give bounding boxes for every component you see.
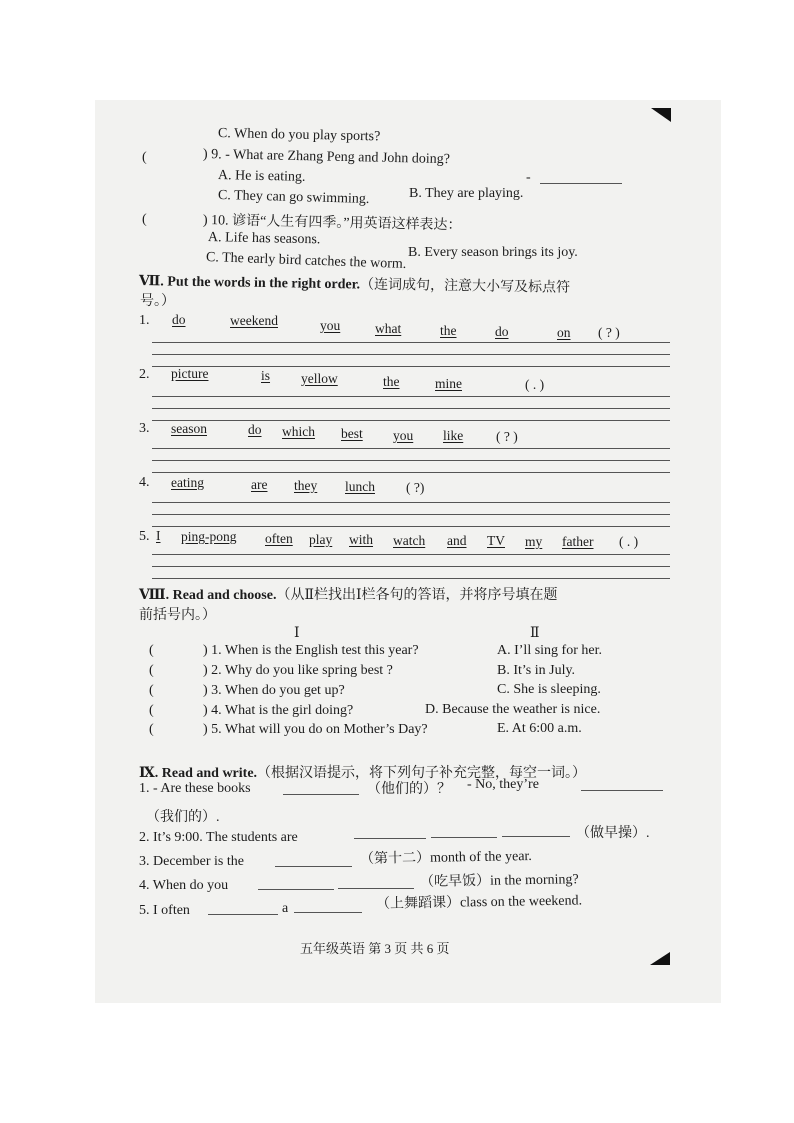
answer-line[interactable]	[152, 472, 670, 473]
s1-blank-2[interactable]	[581, 790, 663, 791]
order-word: and	[447, 533, 467, 548]
s5-text-b: a	[282, 901, 289, 916]
answer-line[interactable]	[152, 408, 670, 409]
order-word: what	[375, 321, 402, 336]
s1-hint-2: （我们的）.	[146, 810, 220, 825]
section-7-title: Ⅶ. Put the words in the right order.	[138, 274, 361, 293]
corner-marker-top	[651, 108, 671, 122]
order-item-number: 1.	[139, 313, 150, 328]
section-8-title: Ⅷ. Read and choose.	[139, 588, 277, 603]
order-word: you	[320, 318, 341, 333]
order-word: is	[261, 368, 271, 383]
order-word: the	[440, 323, 457, 338]
match-paren: (	[149, 722, 154, 737]
match-question: ) 2. Why do you like spring best ?	[203, 663, 393, 678]
s5-blank-2[interactable]	[294, 912, 362, 913]
order-punctuation: ( . )	[619, 534, 639, 549]
match-answer: D. Because the weather is nice.	[425, 702, 601, 717]
match-answer: E. At 6:00 a.m.	[497, 721, 582, 736]
s5-blank-1[interactable]	[208, 914, 278, 915]
section-9-title: Ⅸ. Read and write.	[139, 766, 258, 781]
order-punctuation: ( . )	[525, 377, 545, 392]
match-paren: (	[149, 663, 154, 678]
s1-blank-1[interactable]	[283, 794, 359, 795]
q10-paren: (	[142, 212, 147, 227]
q10-option-a: A. Life has seasons.	[207, 230, 321, 248]
order-punctuation: ( ? )	[598, 325, 620, 340]
q9-dash: -	[526, 170, 531, 185]
column-1-label: Ⅰ	[294, 626, 300, 641]
match-paren: (	[149, 643, 154, 658]
section-8-heading	[139, 584, 558, 604]
s2-hint: （做早操）.	[576, 826, 650, 841]
section-9-instruction: （根据汉语提示，将下列句子补充完整，每空一词。）	[257, 766, 587, 781]
order-word: picture	[171, 366, 209, 381]
q10-option-c: C. The early bird catches the worm.	[205, 250, 407, 272]
order-word: best	[341, 426, 363, 441]
order-punctuation: ( ?)	[406, 480, 425, 495]
answer-line[interactable]	[152, 354, 670, 355]
s3-hint: （第十二）month of the year.	[359, 849, 533, 867]
s2-blank-3[interactable]	[502, 836, 570, 837]
column-2-label: Ⅱ	[530, 626, 540, 641]
answer-line[interactable]	[152, 526, 670, 527]
order-word: my	[525, 534, 543, 549]
s4-blank-2[interactable]	[338, 888, 414, 889]
order-word: weekend	[230, 313, 278, 328]
q9-answer-blank[interactable]	[540, 183, 622, 184]
order-word: mine	[435, 376, 462, 391]
corner-marker-bottom	[650, 952, 670, 965]
section-7-instruction-cont: 号。）	[140, 294, 175, 309]
q9-question: ) 9. - What are Zhang Peng and John doing?	[202, 147, 451, 168]
match-question: ) 5. What will you do on Mother’s Day?	[203, 722, 428, 737]
answer-line[interactable]	[152, 514, 670, 515]
match-question: ) 1. When is the English test this year?	[203, 643, 419, 658]
section-7-instruction: （连词成句，注意大小写及标点符	[359, 277, 571, 296]
order-word: you	[393, 428, 414, 443]
answer-line[interactable]	[152, 342, 670, 343]
order-word: are	[251, 477, 268, 492]
order-word: eating	[171, 475, 204, 490]
order-item-number: 5.	[139, 529, 150, 544]
match-answer: A. I’ll sing for her.	[497, 643, 602, 658]
s4-blank-1[interactable]	[258, 889, 334, 890]
answer-line[interactable]	[152, 502, 670, 503]
s2-blank-1[interactable]	[354, 838, 426, 839]
order-item-number: 4.	[139, 475, 150, 490]
s3-text-a: 3. December is the	[139, 854, 244, 869]
order-word: yellow	[301, 371, 338, 386]
order-word: father	[562, 534, 594, 549]
match-question: ) 4. What is the girl doing?	[203, 703, 354, 718]
order-word: lunch	[345, 479, 375, 494]
s1-hint: （他们的）？	[367, 782, 451, 797]
order-word: which	[282, 424, 315, 439]
answer-line[interactable]	[152, 554, 670, 555]
q9-option-b: B. They are playing.	[409, 186, 524, 201]
order-word: often	[265, 531, 293, 546]
answer-line[interactable]	[152, 578, 670, 579]
s1-text-c: - No, they’re	[467, 777, 539, 792]
s3-blank[interactable]	[275, 866, 352, 867]
q9-option-a: A. He is eating.	[217, 168, 306, 185]
q9-paren: (	[142, 150, 147, 165]
s4-hint: （吃早饭）in the morning?	[419, 872, 579, 890]
s5-text-a: 5. I often	[139, 903, 190, 918]
order-word: do	[172, 312, 186, 327]
q10-option-b: B. Every season brings its joy.	[408, 245, 578, 260]
s1-text-a: 1. - Are these books	[139, 781, 251, 796]
section-8-instruction: （从Ⅱ栏找出Ⅰ栏各句的答语，并将序号填在题	[276, 588, 558, 603]
order-word: watch	[393, 533, 426, 548]
match-answer: B. It’s in July.	[497, 663, 576, 678]
match-question: ) 3. When do you get up?	[203, 683, 345, 698]
section-8-instruction-cont: 前括号内。）	[139, 608, 216, 623]
match-paren: (	[149, 683, 154, 698]
match-answer: C. She is sleeping.	[497, 682, 601, 697]
q8-option-c: C. When do you play sports?	[217, 126, 381, 145]
page-footer: 五年级英语 第 3 页 共 6 页	[300, 941, 450, 956]
order-punctuation: ( ? )	[496, 429, 518, 444]
order-word: with	[349, 532, 374, 547]
answer-line[interactable]	[152, 366, 670, 367]
answer-line[interactable]	[152, 448, 670, 449]
order-word: the	[383, 374, 400, 389]
q10-question: ) 10. 谚语“人生有四季。”用英语这样表达：	[202, 213, 462, 234]
order-item-number: 3.	[139, 421, 150, 436]
order-word: play	[309, 532, 333, 547]
s5-hint: （上舞蹈课）class on the weekend.	[375, 893, 583, 912]
order-word: on	[557, 325, 571, 340]
order-word: do	[495, 324, 509, 339]
s4-text-a: 4. When do you	[139, 878, 229, 893]
match-paren: (	[149, 703, 154, 718]
answer-line[interactable]	[152, 460, 670, 461]
s2-text-a: 2. It’s 9:00. The students are	[139, 830, 298, 845]
answer-line[interactable]	[152, 566, 670, 567]
order-word: like	[443, 428, 464, 443]
q9-option-c: C. They can go swimming.	[217, 188, 370, 207]
order-item-number: 2.	[139, 367, 150, 382]
order-word: I	[156, 528, 161, 543]
order-word: season	[171, 421, 207, 436]
order-word: they	[294, 478, 318, 493]
answer-line[interactable]	[152, 420, 670, 421]
s2-blank-2[interactable]	[431, 837, 497, 838]
order-word: TV	[487, 533, 505, 548]
order-word: ping-pong	[181, 529, 237, 544]
order-word: do	[248, 422, 262, 437]
answer-line[interactable]	[152, 396, 670, 397]
